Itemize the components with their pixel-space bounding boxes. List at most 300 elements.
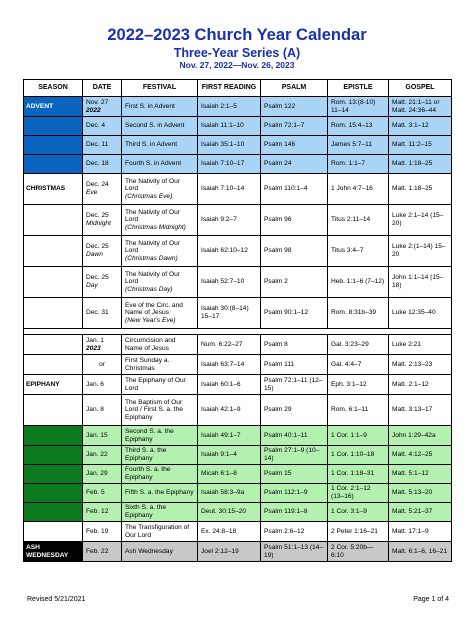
reading-cell (198, 136, 261, 155)
gospel: Matt. 6:1–6, 16–21 (392, 547, 447, 555)
first-reading: Isaiah 49:1–7 (201, 431, 241, 439)
table-row (24, 484, 452, 503)
psalm: Psalm 119:1–8 (264, 508, 308, 516)
date-label: or (99, 360, 105, 368)
calendar-table (23, 79, 452, 562)
psalm-cell (261, 236, 328, 267)
psalm: Psalm 40:1–11 (264, 431, 308, 439)
psalm-cell (261, 395, 328, 426)
festival-cell (122, 465, 198, 484)
season-label: ADVENT (26, 102, 54, 110)
gospel-cell (389, 136, 452, 155)
col-header-psalm: PSALM (261, 80, 328, 97)
festival-cell (122, 335, 198, 355)
season-cell (24, 136, 83, 155)
season-cell (24, 395, 83, 426)
reading-cell (198, 375, 261, 395)
festival-note: (Christmas Eve) (125, 192, 173, 200)
first-reading: Isaiah 2:1–5 (201, 102, 237, 110)
reading-cell (198, 426, 261, 446)
first-reading: Isaiah 7:10–14 (201, 185, 245, 193)
season-cell (24, 355, 83, 375)
festival-note: (New Year's Eve) (125, 316, 176, 324)
gospel: Matt. 1:18–25 (392, 160, 433, 168)
date-label: Feb. 12 (86, 508, 109, 516)
epistle: 1 Cor. 2:1–12 (13–16) (331, 485, 371, 500)
epistle-cell (328, 155, 389, 174)
table-row (24, 174, 452, 205)
reading-cell (198, 395, 261, 426)
page-title: 2022–2023 Church Year Calendar (107, 26, 367, 44)
psalm: Psalm 122 (264, 102, 296, 110)
first-reading: Isaiah 9:2–7 (201, 216, 237, 224)
epistle-cell (328, 174, 389, 205)
epistle: Gal. 4:4–7 (331, 360, 362, 368)
reading-cell (198, 97, 261, 117)
reading-cell (198, 465, 261, 484)
first-reading: Joel 2:12–19 (201, 547, 239, 555)
first-reading: Ex. 24:8–18 (201, 527, 237, 535)
date-label: Feb. 22 (86, 547, 109, 555)
table-row (24, 236, 452, 267)
date-label: Dec. 25 (86, 274, 109, 282)
date-label: Dec. 4 (86, 122, 106, 130)
psalm: Psalm 146 (264, 141, 296, 149)
psalm-cell (261, 155, 328, 174)
season-cell (24, 335, 83, 355)
festival-note: (Christmas Midnight) (125, 223, 186, 231)
date-cell (83, 446, 122, 465)
festival-name: Ash Wednesday (125, 547, 173, 555)
psalm-cell (261, 136, 328, 155)
date-label: Jan. 22 (86, 451, 108, 459)
date-cell (83, 426, 122, 446)
table-row (24, 97, 452, 117)
psalm-cell (261, 117, 328, 136)
festival-name: Fourth S. a. the Epiphany (125, 466, 171, 481)
first-reading: Num. 6:22–27 (201, 340, 243, 348)
season-cell (24, 484, 83, 503)
table-row (24, 465, 452, 484)
date-label: Jan. 6 (86, 380, 104, 388)
psalm: Psalm 24 (264, 160, 292, 168)
date-cell (83, 355, 122, 375)
psalm: Psalm 72:1–11 (12–15) (264, 376, 323, 392)
reading-cell (198, 522, 261, 542)
col-header-season: SEASON (24, 80, 83, 97)
date-cell (83, 155, 122, 174)
festival-note: (Christmas Day) (125, 285, 173, 293)
col-header-festival: FESTIVAL (122, 80, 198, 97)
psalm-cell (261, 522, 328, 542)
col-header-date: DATE (83, 80, 122, 97)
psalm: Psalm 51:1–13 (14–19) (264, 543, 324, 559)
gospel: Matt. 21:1–11 or Matt. 24:36–44 (392, 98, 440, 114)
epistle-cell (328, 542, 389, 562)
epistle-cell (328, 298, 389, 329)
season-cell (24, 117, 83, 136)
epistle: 1 Cor. 1:10–18 (331, 451, 375, 459)
epistle-cell (328, 205, 389, 236)
psalm: Psalm 110:1–4 (264, 185, 308, 193)
table-row (24, 503, 452, 522)
season-cell (24, 522, 83, 542)
reading-cell (198, 335, 261, 355)
table-row (24, 205, 452, 236)
page-number: Page 1 of 4 (413, 596, 449, 603)
gospel-cell (389, 503, 452, 522)
gospel-cell (389, 97, 452, 117)
reading-cell (198, 174, 261, 205)
psalm: Psalm 96 (264, 216, 292, 224)
date-label: Jan. 1 (86, 336, 104, 344)
date-cell (83, 335, 122, 355)
psalm: Psalm 72:1–7 (264, 122, 305, 130)
reading-cell (198, 446, 261, 465)
psalm: Psalm 2 (264, 278, 288, 286)
first-reading: Isaiah 11:1–10 (201, 122, 244, 130)
epistle: Rom. 13:(8-10) 11–14 (331, 98, 376, 114)
season-cell (24, 298, 83, 329)
season-cell (24, 267, 83, 298)
gospel-cell (389, 522, 452, 542)
reading-cell (198, 267, 261, 298)
festival-cell (122, 522, 198, 542)
gospel-cell (389, 426, 452, 446)
gospel-cell (389, 205, 452, 236)
date-cell (83, 395, 122, 426)
date-label: Dec. 25 (86, 243, 109, 251)
psalm-cell (261, 465, 328, 484)
epistle-cell (328, 395, 389, 426)
festival-name: The Epiphany of Our Lord (125, 376, 186, 392)
psalm: Psalm 2:6–12 (264, 527, 305, 535)
gospel: Luke 2:(1–14) 15–20 (392, 243, 446, 258)
season-cell (24, 542, 83, 562)
gospel-cell (389, 484, 452, 503)
psalm-cell (261, 446, 328, 465)
epistle-cell (328, 355, 389, 375)
epistle-cell (328, 503, 389, 522)
table-row (24, 335, 452, 355)
first-reading: Isaiah 42:1–9 (201, 406, 241, 414)
epistle: Rom. 1:1–7 (331, 160, 366, 168)
table-row (24, 155, 452, 174)
psalm: Psalm 90:1–12 (264, 309, 308, 317)
psalm-cell (261, 205, 328, 236)
gospel-cell (389, 236, 452, 267)
date-label: Jan. 15 (86, 431, 108, 439)
psalm: Psalm 29 (264, 406, 292, 414)
gospel: Matt. 2:1–12 (392, 380, 429, 388)
gospel-cell (389, 298, 452, 329)
table-row (24, 267, 452, 298)
festival-name: Fifth S. a. the Epiphany (125, 489, 194, 497)
revised-date: Revised 5/21/2021 (27, 596, 86, 603)
festival-cell (122, 298, 198, 329)
epistle: James 5:7–11 (331, 141, 372, 149)
date-cell (83, 465, 122, 484)
date-label: Dec. 18 (86, 160, 109, 168)
epistle-cell (328, 426, 389, 446)
festival-name: The Nativity of Our Lord (125, 239, 180, 255)
date-label: Nov. 27 (86, 98, 109, 106)
table-row (24, 375, 452, 395)
epistle: Rom. 15:4–13 (331, 122, 373, 130)
epistle-cell (328, 97, 389, 117)
psalm-cell (261, 335, 328, 355)
gospel: Matt. 17:1–9 (392, 527, 429, 535)
festival-cell (122, 97, 198, 117)
reading-cell (198, 236, 261, 267)
festival-name: Sixth S. a. the Epiphany (125, 504, 167, 519)
gospel-cell (389, 335, 452, 355)
festival-cell (122, 375, 198, 395)
date-label: Jan. 8 (86, 406, 104, 414)
gospel: Matt. 5:1–12 (392, 470, 429, 478)
date-cell (83, 236, 122, 267)
festival-cell (122, 542, 198, 562)
festival-cell (122, 155, 198, 174)
date-note: Eve (86, 189, 98, 196)
date-year: 2023 (86, 344, 101, 352)
gospel-cell (389, 155, 452, 174)
table-row (24, 136, 452, 155)
festival-name: The Nativity of Our Lord (125, 208, 180, 224)
psalm-cell (261, 484, 328, 503)
epistle: Titus 2:11–14 (331, 216, 371, 224)
festival-cell (122, 426, 198, 446)
date-label: Dec. 31 (86, 309, 109, 317)
psalm-cell (261, 298, 328, 329)
epistle-cell (328, 484, 389, 503)
psalm: Psalm 112:1–9 (264, 489, 308, 497)
festival-name: The Baptism of Our Lord / First S. a. the Epiphany (125, 398, 183, 421)
festival-name: First Sunday a. Christmas (125, 356, 170, 372)
date-note: Midnight (86, 220, 111, 227)
festival-name: First S. in Advent (125, 102, 175, 110)
first-reading: Micah 6:1–8 (201, 470, 237, 478)
festival-name: Circumcision and Name of Jesus (125, 336, 176, 352)
gospel: Matt. 1:18–25 (392, 185, 433, 193)
festival-cell (122, 267, 198, 298)
festival-cell (122, 355, 198, 375)
epistle-cell (328, 446, 389, 465)
calendar-body (24, 97, 452, 562)
psalm-cell (261, 542, 328, 562)
epistle: Heb. 1:1–6 (7–12) (331, 278, 385, 286)
festival-cell (122, 117, 198, 136)
festival-cell (122, 446, 198, 465)
reading-cell (198, 503, 261, 522)
festival-cell (122, 174, 198, 205)
gospel-cell (389, 375, 452, 395)
epistle-cell (328, 335, 389, 355)
gospel: Luke 2:1–14 (15–20) (392, 212, 444, 227)
header-row (24, 80, 452, 97)
festival-name: Third S. a. the Epiphany (125, 447, 167, 462)
gospel: Matt. 2:13–23 (392, 360, 433, 368)
season-cell (24, 465, 83, 484)
table-row (24, 426, 452, 446)
psalm-cell (261, 97, 328, 117)
first-reading: Deut. 30:15–20 (201, 508, 247, 516)
epistle-cell (328, 465, 389, 484)
festival-name: Third S. in Advent (125, 141, 178, 149)
season-label: ASH WEDNESDAY (26, 543, 69, 559)
season-label: CHRISTMAS (26, 185, 66, 193)
date-cell (83, 522, 122, 542)
date-cell (83, 298, 122, 329)
festival-cell (122, 484, 198, 503)
psalm-cell (261, 375, 328, 395)
reading-cell (198, 355, 261, 375)
date-cell (83, 136, 122, 155)
date-label: Dec. 24 (86, 181, 109, 189)
festival-cell (122, 503, 198, 522)
epistle: Rom. 6:1–11 (331, 406, 369, 414)
epistle-cell (328, 522, 389, 542)
epistle: 1 Cor. 1:1–9 (331, 431, 367, 439)
first-reading: Isaiah 52:7–10 (201, 278, 245, 286)
date-cell (83, 484, 122, 503)
festival-note: (Christmas Dawn) (125, 254, 178, 262)
table-row (24, 395, 452, 426)
psalm-cell (261, 267, 328, 298)
first-reading: Isaiah 58:3–9a (201, 489, 245, 497)
reading-cell (198, 205, 261, 236)
table-row (24, 542, 452, 562)
season-cell (24, 375, 83, 395)
psalm-cell (261, 355, 328, 375)
first-reading: Isaiah 60:1–6 (201, 380, 241, 388)
festival-name: Second S. in Advent (125, 122, 185, 130)
gospel: Matt. 5:21–37 (392, 508, 433, 516)
festival-name: The Transfiguration of Our Lord (125, 523, 190, 539)
date-note: Day (86, 282, 98, 289)
psalm: Psalm 98 (264, 247, 292, 255)
first-reading: Isaiah 7:10–17 (201, 160, 245, 168)
psalm-cell (261, 174, 328, 205)
season-cell (24, 236, 83, 267)
epistle: 1 Cor. 3:1–9 (331, 508, 367, 516)
season-cell (24, 446, 83, 465)
first-reading: Isaiah 63:7–14 (201, 360, 245, 368)
table-row (24, 522, 452, 542)
epistle-cell (328, 236, 389, 267)
epistle: 2 Cor. 5:20b—6:10 (331, 543, 374, 559)
season-cell (24, 426, 83, 446)
gospel-cell (389, 395, 452, 426)
reading-cell (198, 155, 261, 174)
festival-name: The Nativity of Our Lord (125, 177, 180, 193)
date-cell (83, 503, 122, 522)
date-cell (83, 97, 122, 117)
season-cell (24, 503, 83, 522)
date-label: Dec. 11 (86, 141, 109, 149)
festival-cell (122, 395, 198, 426)
psalm: Psalm 8 (264, 340, 288, 348)
festival-name: The Nativity of Our Lord (125, 270, 180, 286)
psalm-cell (261, 426, 328, 446)
epistle-cell (328, 267, 389, 298)
gospel: Matt. 3:1–12 (392, 122, 429, 130)
epistle: 1 John 4:7–16 (331, 185, 373, 193)
date-cell (83, 117, 122, 136)
epistle: Rom. 8:31b–39 (331, 309, 377, 317)
first-reading: Isaiah 62:10–12 (201, 247, 248, 255)
date-note: Dawn (86, 251, 103, 258)
epistle: Eph. 3:1–12 (331, 380, 367, 388)
festival-name: Eve of the Circ. and Name of Jesus (125, 301, 183, 317)
gospel: Matt. 5:13–20 (392, 489, 433, 497)
season-label: EPIPHANY (26, 380, 60, 388)
season-cell (24, 155, 83, 174)
epistle: Gal. 3:23–29 (331, 340, 369, 348)
epistle: Titus 3:4–7 (331, 247, 364, 255)
gospel-cell (389, 117, 452, 136)
date-cell (83, 267, 122, 298)
reading-cell (198, 542, 261, 562)
festival-cell (122, 205, 198, 236)
epistle-cell (328, 375, 389, 395)
season-cell (24, 97, 83, 117)
date-label: Jan. 29 (86, 470, 108, 478)
col-header-gospel: GOSPEL (389, 80, 452, 97)
date-cell (83, 375, 122, 395)
season-cell (24, 205, 83, 236)
first-reading: Isaiah 30:(8–14) 15–17 (201, 305, 249, 320)
gospel-cell (389, 465, 452, 484)
first-reading: Isaiah 9:1–4 (201, 451, 237, 459)
page-subtitle: Three-Year Series (A) (173, 46, 301, 60)
epistle-cell (328, 117, 389, 136)
festival-cell (122, 236, 198, 267)
epistle: 1 Cor. 1:18–31 (331, 470, 375, 478)
date-label: Dec. 25 (86, 212, 109, 220)
table-row (24, 446, 452, 465)
epistle-cell (328, 136, 389, 155)
gospel-cell (389, 542, 452, 562)
festival-name: Second S. a. the Epiphany (125, 427, 174, 443)
season-cell (24, 174, 83, 205)
gospel: Matt. 3:13–17 (392, 406, 433, 414)
gospel: Matt. 11:2–15 (392, 141, 432, 149)
gospel-cell (389, 355, 452, 375)
psalm-cell (261, 503, 328, 522)
gospel: Luke 2:21 (392, 340, 421, 348)
gospel: Matt. 4:12–25 (392, 451, 433, 459)
reading-cell (198, 484, 261, 503)
gospel: John 1:29–42a (392, 431, 436, 439)
date-label: Feb. 5 (86, 489, 105, 497)
gospel: Luke 12:35–40 (392, 309, 436, 317)
gospel-cell (389, 446, 452, 465)
epistle: 2 Peter 1:16–21 (331, 527, 378, 535)
date-cell (83, 542, 122, 562)
date-cell (83, 174, 122, 205)
date-year: 2022 (86, 106, 101, 114)
date-cell (83, 205, 122, 236)
document-header (0, 0, 474, 70)
gospel-cell (389, 174, 452, 205)
col-header-epistle: EPISTLE (328, 80, 389, 97)
first-reading: Isaiah 35:1–10 (201, 141, 245, 149)
psalm: Psalm 111 (264, 360, 295, 368)
reading-cell (198, 117, 261, 136)
col-header-first-reading: FIRST READING (198, 80, 261, 97)
psalm: Psalm 27:1–9 (10–14) (264, 447, 320, 462)
